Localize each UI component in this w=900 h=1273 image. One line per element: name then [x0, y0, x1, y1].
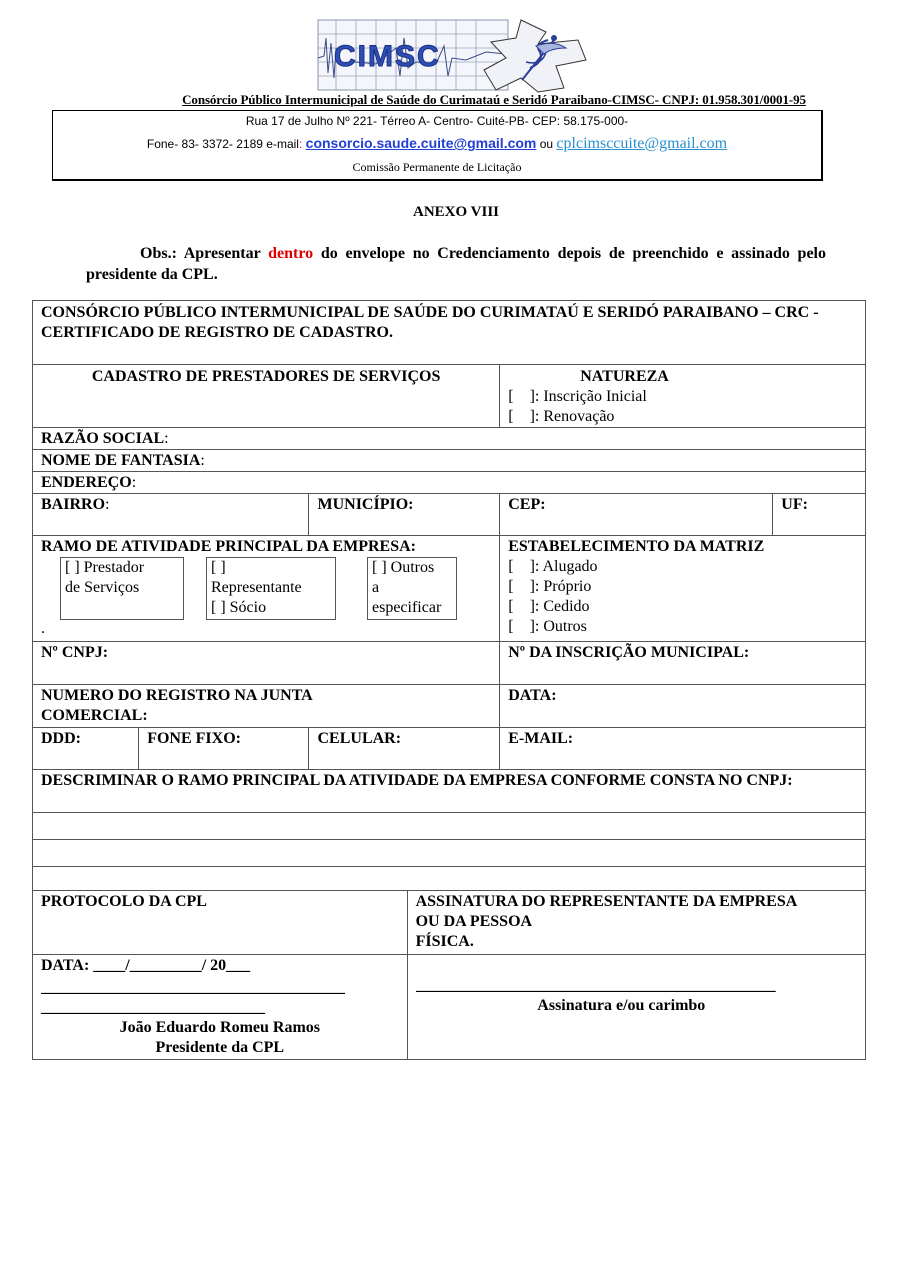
- registro-junta-field[interactable]: NUMERO DO REGISTRO NA JUNTA COMERCIAL:: [33, 685, 500, 728]
- natureza-option-inicial[interactable]: [ ]: Inscrição Inicial: [508, 388, 647, 405]
- contact-row: [33, 728, 866, 770]
- form-title-row: [33, 301, 866, 365]
- registration-form: [32, 300, 866, 1060]
- cadastro-row: [33, 365, 866, 428]
- protocolo-date[interactable]: DATA: ____/_________/ 20___: [41, 956, 251, 974]
- highlight-dentro: dentro: [268, 245, 314, 262]
- celular-field[interactable]: CELULAR:: [309, 728, 500, 770]
- or-text: ou: [539, 137, 554, 151]
- matriz-label: ESTABELECIMENTO DA MATRIZ: [508, 538, 765, 555]
- natureza-label: NATUREZA: [580, 368, 669, 385]
- uf-field[interactable]: UF:: [773, 494, 866, 536]
- email-link-primary[interactable]: consorcio.saude.cuite@gmail.com: [305, 135, 537, 151]
- email-field[interactable]: E-MAIL:: [500, 728, 866, 770]
- blank-row: [33, 840, 866, 867]
- president-title: Presidente da CPL: [155, 1038, 285, 1056]
- commission-line: Comissão Permanente de Licitação: [352, 160, 522, 174]
- nome-fantasia-field[interactable]: NOME DE FANTASIA:: [33, 450, 866, 472]
- president-name: João Eduardo Romeu Ramos: [119, 1018, 321, 1036]
- organization-header: Consórcio Público Intermunicipal de Saúde do Curimataú e Seridó Paraibano-CIMSC- CNPJ: 01.958.301/0001-95: [182, 92, 806, 107]
- representative-signature-line: _____________________________________________: [415, 976, 776, 994]
- logo-text: CIMSC: [334, 40, 441, 73]
- address-line: Rua 17 de Julho Nº 221- Térreo A- Centro- Cuité-PB- CEP: 58.175-000-: [245, 114, 629, 128]
- ramo-row: [33, 536, 866, 642]
- location-row: [33, 494, 866, 536]
- inscricao-municipal-field[interactable]: Nº DA INSCRIÇÃO MUNICIPAL:: [500, 642, 866, 685]
- email-link-secondary[interactable]: cplcimsccuite@gmail.com: [556, 135, 728, 152]
- cnpj-field[interactable]: Nº CNPJ:: [33, 642, 500, 685]
- ramo-option-outros[interactable]: [ ] Outros a especificar: [367, 557, 457, 620]
- matriz-option-proprio[interactable]: [ ]: Próprio: [508, 578, 592, 595]
- ramo-dot: .: [41, 620, 45, 637]
- signature-line-long: ______________________________________: [41, 978, 345, 996]
- colon-red: :: [298, 137, 303, 151]
- natureza-option-renovacao[interactable]: [ ]: Renovação: [508, 408, 615, 425]
- razao-social-field[interactable]: RAZÃO SOCIAL:: [33, 428, 866, 450]
- matriz-option-cedido[interactable]: [ ]: Cedido: [508, 598, 590, 615]
- ramo-option-representante-socio[interactable]: [ ] Representante [ ] Sócio: [206, 557, 336, 620]
- municipio-field[interactable]: MUNICÍPIO:: [309, 494, 500, 536]
- blank-row: [33, 813, 866, 840]
- fone-fixo-field[interactable]: FONE FIXO:: [139, 728, 309, 770]
- descriminar-row: [33, 770, 866, 813]
- activity-line-2[interactable]: [33, 840, 866, 867]
- activity-line-1[interactable]: [33, 813, 866, 840]
- matriz-cell: [500, 536, 866, 642]
- annex-title: ANEXO VIII: [413, 204, 499, 220]
- observation-note: Obs.: Apresentar dentro do envelope no Credenciamento depois de preenchido e assinado pelo presidente da CPL.: [86, 245, 826, 283]
- representative-signature-cell[interactable]: [407, 954, 865, 1059]
- blank-row: [33, 867, 866, 891]
- form-title: CONSÓRCIO PÚBLICO INTERMUNICIPAL DE SAÚDE DO CURIMATAÚ E SERIDÓ PARAIBANO – CRC - CERTIFICADO DE REGISTRO DE CADASTRO.: [33, 301, 866, 365]
- assinatura-header: ASSINATURA DO REPRESENTANTE DA EMPRESA OU DA PESSOA FÍSICA.: [407, 891, 865, 954]
- contact-line: [53, 135, 821, 153]
- endereco-field[interactable]: ENDEREÇO:: [33, 472, 866, 494]
- data-field[interactable]: DATA:: [500, 685, 866, 728]
- cadastro-label: CADASTRO DE PRESTADORES DE SERVIÇOS: [33, 365, 500, 428]
- cep-field[interactable]: CEP:: [500, 494, 773, 536]
- ramo-cell: [33, 536, 500, 642]
- signature-line-short: ____________________________: [41, 998, 265, 1016]
- registro-row: [33, 685, 866, 728]
- protocolo-cell: [33, 954, 408, 1059]
- bairro-field[interactable]: BAIRRO:: [33, 494, 309, 536]
- representative-signature-caption: Assinatura e/ou carimbo: [537, 996, 706, 1014]
- protocolo-label: PROTOCOLO DA CPL: [33, 891, 408, 954]
- phone-text: Fone- 83- 3372- 2189 e-mail: [146, 137, 299, 151]
- signature-header-row: [33, 891, 866, 954]
- nome-fantasia-row: [33, 450, 866, 472]
- ddd-field[interactable]: DDD:: [33, 728, 139, 770]
- cnpj-row: [33, 642, 866, 685]
- matriz-option-outros[interactable]: [ ]: Outros: [508, 618, 587, 635]
- natureza-cell: [500, 365, 866, 428]
- contact-box: [52, 110, 823, 181]
- form-table: [32, 300, 866, 891]
- cimsc-logo: [316, 18, 596, 94]
- matriz-option-alugado[interactable]: [ ]: Alugado: [508, 558, 598, 575]
- ramo-label: RAMO DE ATIVIDADE PRINCIPAL DA EMPRESA:: [41, 538, 416, 555]
- ramo-option-prestador[interactable]: [ ] Prestador de Serviços: [60, 557, 184, 620]
- razao-social-row: [33, 428, 866, 450]
- signature-row: [33, 954, 866, 1059]
- endereco-row: [33, 472, 866, 494]
- descriminar-label: DESCRIMINAR O RAMO PRINCIPAL DA ATIVIDADE DA EMPRESA CONFORME CONSTA NO CNPJ:: [33, 770, 866, 813]
- signature-table: [32, 891, 866, 1060]
- activity-line-3[interactable]: [33, 867, 866, 891]
